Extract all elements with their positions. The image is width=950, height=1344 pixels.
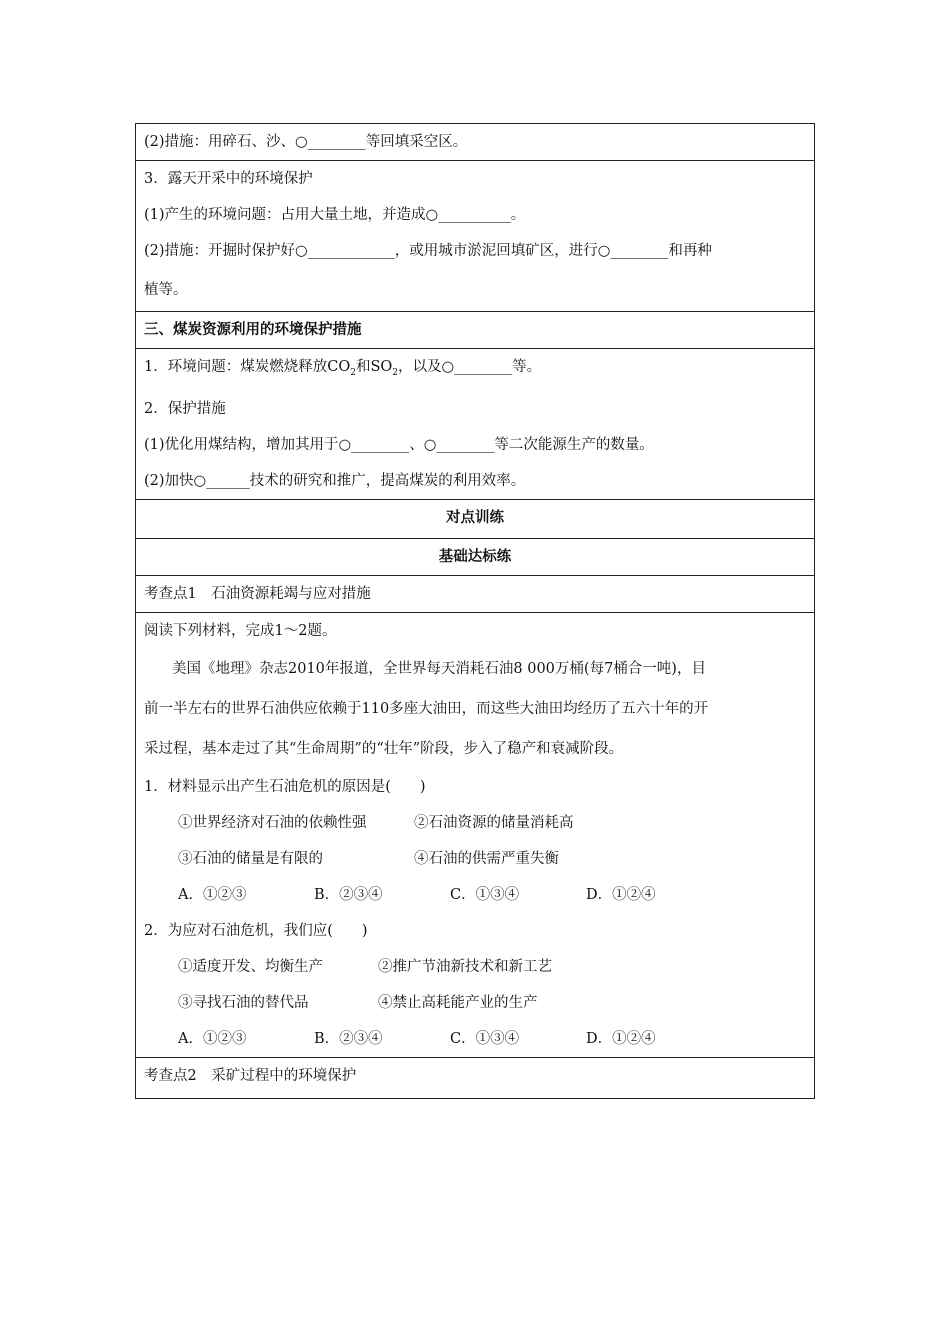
open-pit-measure-line2: 植等。	[144, 282, 188, 298]
sec3-measures-heading: 2．保护措施	[144, 400, 226, 417]
q2-options	[144, 1021, 806, 1057]
row-training-title	[136, 499, 815, 538]
q1-option-b[interactable]: B．②③④	[314, 886, 383, 903]
q2-option-d[interactable]: D．①②④	[586, 1030, 656, 1047]
material-line-2: 前一半左右的世界石油供应依赖于110多座大油田，而这些大油田均经历了五六十年的开	[144, 700, 709, 717]
q2-option-a[interactable]: A．①②③	[178, 1030, 247, 1047]
training-subtitle: 基础达标练	[438, 548, 512, 565]
row-point1-title	[136, 575, 815, 612]
q1-statements-row2	[144, 841, 806, 877]
q1-statement-1: ①世界经济对石油的依赖性强	[178, 814, 367, 831]
open-pit-measure-line1: (2)措施：开掘时保护好○____________，或用城市淤泥回填矿区，进行○________和再种	[144, 243, 712, 259]
row-point2-title	[136, 1057, 815, 1098]
q2-statement-1: ①适度开发、均衡生产	[178, 958, 323, 975]
q2-stem: 2．为应对石油危机，我们应( )	[144, 922, 368, 939]
q1-statement-2: ②石油资源的储量消耗高	[414, 814, 574, 831]
q2-statement-3: ③寻找石油的替代品	[178, 994, 309, 1011]
sec3-title: 三、煤炭资源利用的环境保护措施	[144, 322, 362, 338]
row-training-subtitle	[136, 538, 815, 575]
q1-statements-row1	[144, 805, 806, 841]
material-intro: 阅读下列材料，完成1～2题。	[144, 622, 337, 639]
q2-option-c[interactable]: C．①③④	[450, 1030, 520, 1047]
q1-stem: 1．材料显示出产生石油危机的原因是( )	[144, 778, 426, 795]
open-pit-heading: 3．露天开采中的环境保护	[144, 171, 313, 187]
q1-option-d[interactable]: D．①②④	[586, 886, 656, 903]
q2-statement-2: ②推广节油新技术和新工艺	[378, 958, 552, 975]
material-line-3: 采过程，基本走过了其“生命周期”的“壮年”阶段，步入了稳产和衰减阶段。	[144, 740, 624, 757]
q2-statements-row1	[144, 949, 806, 985]
point2-title: 考查点2 采矿过程中的环境保护	[144, 1067, 357, 1084]
training-title: 对点训练	[446, 509, 504, 526]
row-point1-questions	[136, 612, 815, 1057]
q1-statement-3: ③石油的储量是有限的	[178, 850, 323, 867]
worksheet-table	[135, 123, 815, 1099]
q2-statement-4: ④禁止高耗能产业的生产	[378, 994, 538, 1011]
row-sec3-body	[136, 349, 815, 500]
row-open-pit	[136, 161, 815, 312]
row-mining-measure	[136, 124, 815, 161]
q2-option-b[interactable]: B．②③④	[314, 1030, 383, 1047]
q1-option-c[interactable]: C．①③④	[450, 886, 520, 903]
worksheet-page	[135, 123, 815, 1099]
sec3-measure-1: (1)优化用煤结构，增加其用于○________、○________等二次能源生产的数量。	[144, 436, 654, 453]
q1-options	[144, 877, 806, 913]
open-pit-problem: (1)产生的环境问题：占用大量土地，并造成○__________。	[144, 207, 526, 223]
sec3-measure-2: (2)加快○______技术的研究和推广，提高煤炭的利用效率。	[144, 472, 526, 489]
material-line-1: 美国《地理》杂志2010年报道，全世界每天消耗石油8 000万桶(每7桶合一吨)，目	[172, 660, 706, 677]
sec3-issue: 1．环境问题：煤炭燃烧释放$CO_2$和$SO_2$，以及○________等。	[144, 359, 542, 378]
point1-title: 考查点1 石油资源耗竭与应对措施	[144, 585, 371, 602]
q1-option-a[interactable]: A．①②③	[178, 886, 247, 903]
mining-measure-text: (2)措施：用碎石、沙、○________等回填采空区。	[144, 134, 468, 150]
q1-statement-4: ④石油的供需严重失衡	[414, 850, 559, 867]
row-sec3-title	[136, 312, 815, 349]
q2-statements-row2	[144, 985, 806, 1021]
